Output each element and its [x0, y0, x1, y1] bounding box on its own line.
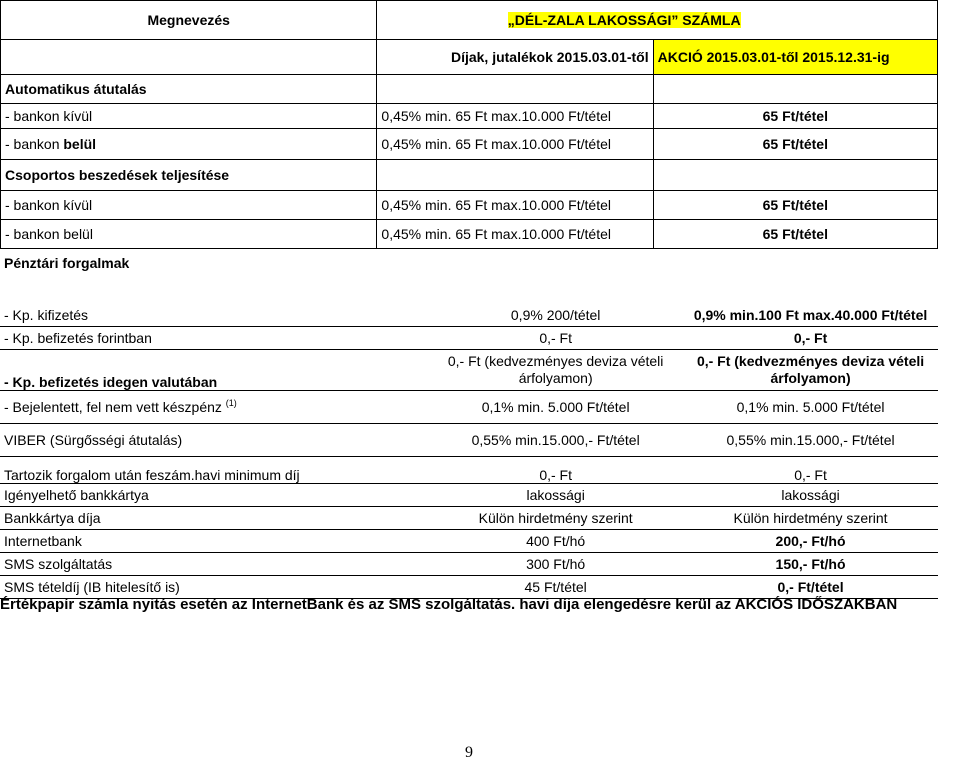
row-promo: 65 Ft/tétel: [653, 220, 937, 249]
row-promo: 0,1% min. 5.000 Ft/tétel: [683, 391, 938, 424]
row-fee: Külön hirdetmény szerint: [428, 507, 683, 530]
row-promo: Külön hirdetmény szerint: [683, 507, 938, 530]
page-number: 9: [465, 744, 473, 761]
table-row: [0, 553, 938, 576]
fee-table-top: [0, 0, 938, 249]
section-group-collection: Csoportos beszedések teljesítése: [1, 160, 377, 191]
header-row-1: [1, 1, 938, 40]
product-title: „DÉL-ZALA LAKOSSÁGI” SZÁMLA: [507, 12, 741, 28]
row-label: Internetbank: [0, 530, 428, 553]
fee-table-bottom: [0, 255, 938, 599]
row-promo: 0,- Ft: [683, 457, 938, 484]
row-label: - Kp. kifizetés: [4, 307, 89, 323]
table-row: [0, 424, 938, 457]
row-label: - Kp. befizetés forintban: [0, 327, 428, 350]
row-fee: 45 Ft/tétel: [428, 576, 683, 599]
row-promo: 0,- Ft (kedvezményes deviza vételi árfolyamon): [683, 350, 938, 391]
row-label: - bankon belül: [1, 129, 377, 160]
table-row: [0, 327, 938, 350]
row-label: - bankon kívül: [1, 191, 377, 220]
table-row: [1, 104, 938, 129]
table-row: [1, 191, 938, 220]
promo-label: AKCIÓ 2015.03.01-től 2015.12.31-ig: [653, 40, 937, 75]
table-row: [0, 457, 938, 484]
row-promo: 65 Ft/tétel: [653, 104, 937, 129]
row-fee: 0,- Ft (kedvezményes deviza vételi árfolyamon): [428, 350, 683, 391]
row-fee: 0,55% min.15.000,- Ft/tétel: [428, 424, 683, 457]
row-label: Igényelhető bankkártya: [0, 484, 428, 507]
row-fee: 300 Ft/hó: [428, 553, 683, 576]
row-label: SMS szolgáltatás: [0, 553, 428, 576]
row-fee: 0,45% min. 65 Ft max.10.000 Ft/tétel: [377, 191, 653, 220]
table-row: [1, 129, 938, 160]
table-row: [0, 350, 938, 391]
row-fee: 0,- Ft: [428, 457, 683, 484]
row-promo: 0,- Ft/tétel: [683, 576, 938, 599]
row-label: Tartozik forgalom után feszám.havi minimum díj: [0, 457, 428, 484]
row-promo: 0,55% min.15.000,- Ft/tétel: [683, 424, 938, 457]
header-row-2: [1, 40, 938, 75]
name-column-header: Megnevezés: [1, 1, 377, 40]
row-fee: lakossági: [428, 484, 683, 507]
row-promo: 65 Ft/tétel: [653, 191, 937, 220]
row-fee: 0,45% min. 65 Ft max.10.000 Ft/tétel: [377, 104, 653, 129]
row-promo: 200,- Ft/hó: [683, 530, 938, 553]
row-promo: 150,- Ft/hó: [683, 553, 938, 576]
row-promo: 0,9% min.100 Ft max.40.000 Ft/tétel: [693, 307, 928, 323]
row-label: SMS tételdíj (IB hitelesítő is): [0, 576, 428, 599]
row-label: - bankon belül: [1, 220, 377, 249]
row-fee: 0,- Ft: [428, 327, 683, 350]
fees-label: Díjak, jutalékok 2015.03.01-től: [377, 40, 653, 75]
table-row: [1, 220, 938, 249]
footer-note: Értékpapír számla nyitás esetén az InternetBank és az SMS szolgáltatás. havi díja elengedésre kerül az AKCIÓS IDŐSZAKBAN: [0, 596, 898, 613]
table-row: [0, 484, 938, 507]
row-label: Bankkártya díja: [0, 507, 428, 530]
row-fee: 0,45% min. 65 Ft max.10.000 Ft/tétel: [377, 129, 653, 160]
table-row: [0, 530, 938, 553]
row-promo: 65 Ft/tétel: [653, 129, 937, 160]
section-row: [1, 75, 938, 104]
row-fee: 400 Ft/hó: [428, 530, 683, 553]
row-promo: 0,- Ft: [683, 327, 938, 350]
row-fee: 0,9% 200/tétel: [510, 307, 601, 323]
row-label: - bankon kívül: [1, 104, 377, 129]
table-row: [0, 304, 938, 327]
row-label: VIBER (Sürgősségi átutalás): [0, 424, 428, 457]
section-row: [1, 160, 938, 191]
section-cash: Pénztári forgalmak: [4, 255, 130, 271]
section-auto-transfer: Automatikus átutalás: [1, 75, 377, 104]
row-promo: lakossági: [683, 484, 938, 507]
row-label: - Bejelentett, fel nem vett készpénz $^{(1)}$: [0, 391, 428, 424]
table-row: [0, 507, 938, 530]
row-label: - Kp. befizetés idegen valutában: [0, 350, 428, 391]
section-row: [0, 282, 938, 304]
row-fee: 0,45% min. 65 Ft max.10.000 Ft/tétel: [377, 220, 653, 249]
table-row: [0, 391, 938, 424]
row-fee: 0,1% min. 5.000 Ft/tétel: [428, 391, 683, 424]
